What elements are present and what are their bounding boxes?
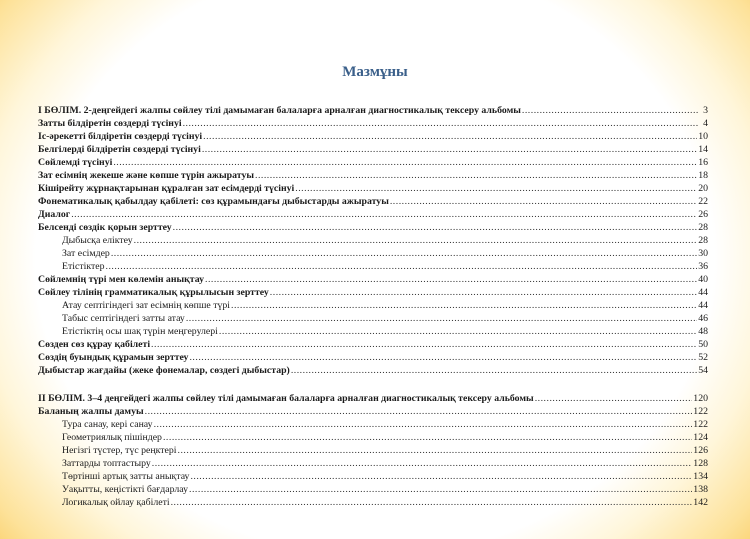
toc-entry[interactable] [38, 418, 708, 431]
toc-leader-dots [202, 143, 697, 156]
toc-leader-dots [203, 130, 697, 143]
toc-entry-title: Атау септігіндегі зат есімнің көпше түрі [62, 300, 231, 311]
toc-leader-dots [522, 104, 699, 117]
toc-page-number: 14 [698, 144, 708, 155]
toc-entry-title: Логикалық ойлау қабілеті [62, 497, 170, 508]
toc-entry-title: Сөйлеу тілінің грамматикалық құрылысын зерттеу [38, 287, 269, 298]
toc-leader-dots [189, 483, 692, 496]
toc-entry[interactable] [38, 156, 708, 169]
toc-leader-dots [270, 286, 697, 299]
toc-entry[interactable] [38, 299, 708, 312]
toc-page-number: 120 [693, 393, 708, 404]
toc-leader-dots [173, 221, 698, 234]
toc-leader-dots [189, 351, 697, 364]
toc-leader-dots [205, 273, 697, 286]
toc-leader-dots [113, 156, 697, 169]
toc-entry-title: Сөзден сөз құрау қабілеті [38, 339, 151, 350]
toc-entry-title: Кішірейту жұрнақтарынан құралған зат есімдерді түсінуі [38, 183, 295, 194]
table-of-contents [38, 104, 708, 509]
toc-entry-title: Баланың жалпы дамуы [38, 406, 144, 417]
toc-entry-title: Сөйлемнің түрі мен көлемін анықтау [38, 274, 204, 285]
toc-entry[interactable] [38, 392, 708, 405]
toc-entry-title: II БӨЛІМ. 3–4 деңгейдегі жалпы сөйлеу тілі дамымаған балаларға арналған диагностикалық тексеру альбомы [38, 393, 534, 404]
toc-entry-title: Затты білдіретін сөздерді түсінуі [38, 118, 182, 129]
toc-page-number: 44 [698, 300, 708, 311]
toc-page-number: 30 [698, 248, 708, 259]
toc-page-number: 142 [693, 497, 708, 508]
toc-page-number: 48 [698, 326, 708, 337]
toc-leader-dots [183, 117, 699, 130]
toc-entry-title: Негізгі түстер, түс реңктері [62, 445, 177, 456]
toc-entry[interactable] [38, 405, 708, 418]
toc-entry[interactable] [38, 444, 708, 457]
toc-page-number: 122 [693, 406, 708, 417]
toc-entry[interactable] [38, 130, 708, 143]
toc-page-number: 28 [698, 235, 708, 246]
toc-entry-title: Белгілерді білдіретін сөздерді түсінуі [38, 144, 201, 155]
toc-leader-dots [71, 208, 697, 221]
toc-entry-title: Уақытты, кеңістікті бағдарлау [62, 484, 189, 495]
toc-entry[interactable] [38, 208, 708, 221]
toc-leader-dots [151, 338, 697, 351]
toc-page-number: 128 [693, 458, 708, 469]
toc-entry-title: Фонематикалық қабылдау қабілеті: сөз құрамындағы дыбыстарды ажыратуы [38, 196, 389, 207]
toc-page-number: 50 [698, 339, 708, 350]
toc-entry[interactable] [38, 247, 708, 260]
toc-leader-dots [163, 431, 692, 444]
toc-page-number: 44 [698, 287, 708, 298]
toc-page-number: 122 [693, 419, 708, 430]
toc-entry[interactable] [38, 286, 708, 299]
toc-page-number: 3 [703, 105, 708, 116]
toc-entry[interactable] [38, 496, 708, 509]
toc-gap [38, 377, 708, 392]
toc-page-number: 54 [698, 365, 708, 376]
toc-entry[interactable] [38, 195, 708, 208]
toc-page-number: 4 [703, 118, 708, 129]
toc-entry-title: Зат есімнің жекеше және көпше түрін ажыратуы [38, 170, 254, 181]
toc-entry[interactable] [38, 104, 708, 117]
toc-entry[interactable] [38, 143, 708, 156]
toc-page-number: 40 [698, 274, 708, 285]
toc-leader-dots [186, 312, 697, 325]
toc-entry-title: I БӨЛІМ. 2-деңгейдегі жалпы сөйлеу тілі дамымаған балаларға арналған диагностикалық тексеру альбомы [38, 105, 521, 116]
toc-entry-title: Диалог [38, 209, 71, 220]
toc-entry[interactable] [38, 169, 708, 182]
toc-entry[interactable] [38, 260, 708, 273]
toc-leader-dots [535, 392, 693, 405]
page-title: Мазмұны [342, 64, 408, 80]
toc-leader-dots [219, 325, 697, 338]
toc-leader-dots [231, 299, 697, 312]
toc-leader-dots [390, 195, 697, 208]
toc-leader-dots [255, 169, 697, 182]
toc-page-number: 20 [698, 183, 708, 194]
toc-entry-title: Табыс септігіндегі затты атау [62, 313, 185, 324]
toc-page-number: 16 [698, 157, 708, 168]
toc-page-number: 10 [698, 131, 708, 142]
toc-entry[interactable] [38, 234, 708, 247]
toc-page-number: 138 [693, 484, 708, 495]
toc-entry-title: Дыбысқа еліктеу [62, 235, 133, 246]
toc-entry-title: Етістіктің осы шақ түрін меңгерулері [62, 326, 218, 337]
toc-leader-dots [111, 247, 697, 260]
toc-entry[interactable] [38, 338, 708, 351]
toc-entry-title: Дыбыстар жағдайы (жеке фонемалар, сөздегі дыбыстар) [38, 365, 290, 376]
toc-part-2 [38, 392, 708, 509]
toc-entry-title: Геометриялық пішіндер [62, 432, 162, 443]
toc-page-number: 22 [698, 196, 708, 207]
toc-entry[interactable] [38, 457, 708, 470]
toc-page-number: 36 [698, 261, 708, 272]
toc-entry[interactable] [38, 351, 708, 364]
toc-entry[interactable] [38, 431, 708, 444]
toc-entry[interactable] [38, 117, 708, 130]
toc-page-number: 28 [698, 222, 708, 233]
toc-leader-dots [190, 470, 692, 483]
toc-page-number: 124 [693, 432, 708, 443]
toc-entry[interactable] [38, 470, 708, 483]
toc-leader-dots [178, 444, 693, 457]
toc-entry-title: Заттарды топтастыру [62, 458, 151, 469]
toc-page-number: 46 [698, 313, 708, 324]
toc-entry[interactable] [38, 221, 708, 234]
toc-leader-dots [152, 457, 693, 470]
toc-entry[interactable] [38, 364, 708, 377]
toc-entry[interactable] [38, 325, 708, 338]
toc-page-number: 18 [698, 170, 708, 181]
toc-entry-title: Белсенді сөздік қорын зерттеу [38, 222, 172, 233]
toc-entry-title: Зат есімдер [62, 248, 110, 259]
toc-leader-dots [106, 260, 698, 273]
toc-entry-title: Іс-әрекетті білдіретін сөздерді түсінуі [38, 131, 203, 142]
toc-entry-title: Тура санау, кері санау [62, 419, 153, 430]
toc-page-number: 26 [698, 209, 708, 220]
toc-entry[interactable] [38, 182, 708, 195]
toc-part-1 [38, 104, 708, 377]
toc-leader-dots [171, 496, 693, 509]
toc-entry-title: Сөйлемді түсінуі [38, 157, 113, 168]
toc-entry-title: Төртінші артық затты анықтау [62, 471, 190, 482]
toc-leader-dots [145, 405, 693, 418]
toc-entry-title: Етістіктер [62, 261, 105, 272]
toc-entry[interactable] [38, 312, 708, 325]
toc-entry[interactable] [38, 483, 708, 496]
toc-leader-dots [295, 182, 697, 195]
toc-entry-title: Сөздің буындық құрамын зерттеу [38, 352, 189, 363]
toc-entry[interactable] [38, 273, 708, 286]
toc-leader-dots [134, 234, 698, 247]
toc-page-number: 52 [698, 352, 708, 363]
toc-leader-dots [154, 418, 693, 431]
toc-leader-dots [291, 364, 697, 377]
toc-page-number: 134 [693, 471, 708, 482]
toc-page-number: 126 [693, 445, 708, 456]
